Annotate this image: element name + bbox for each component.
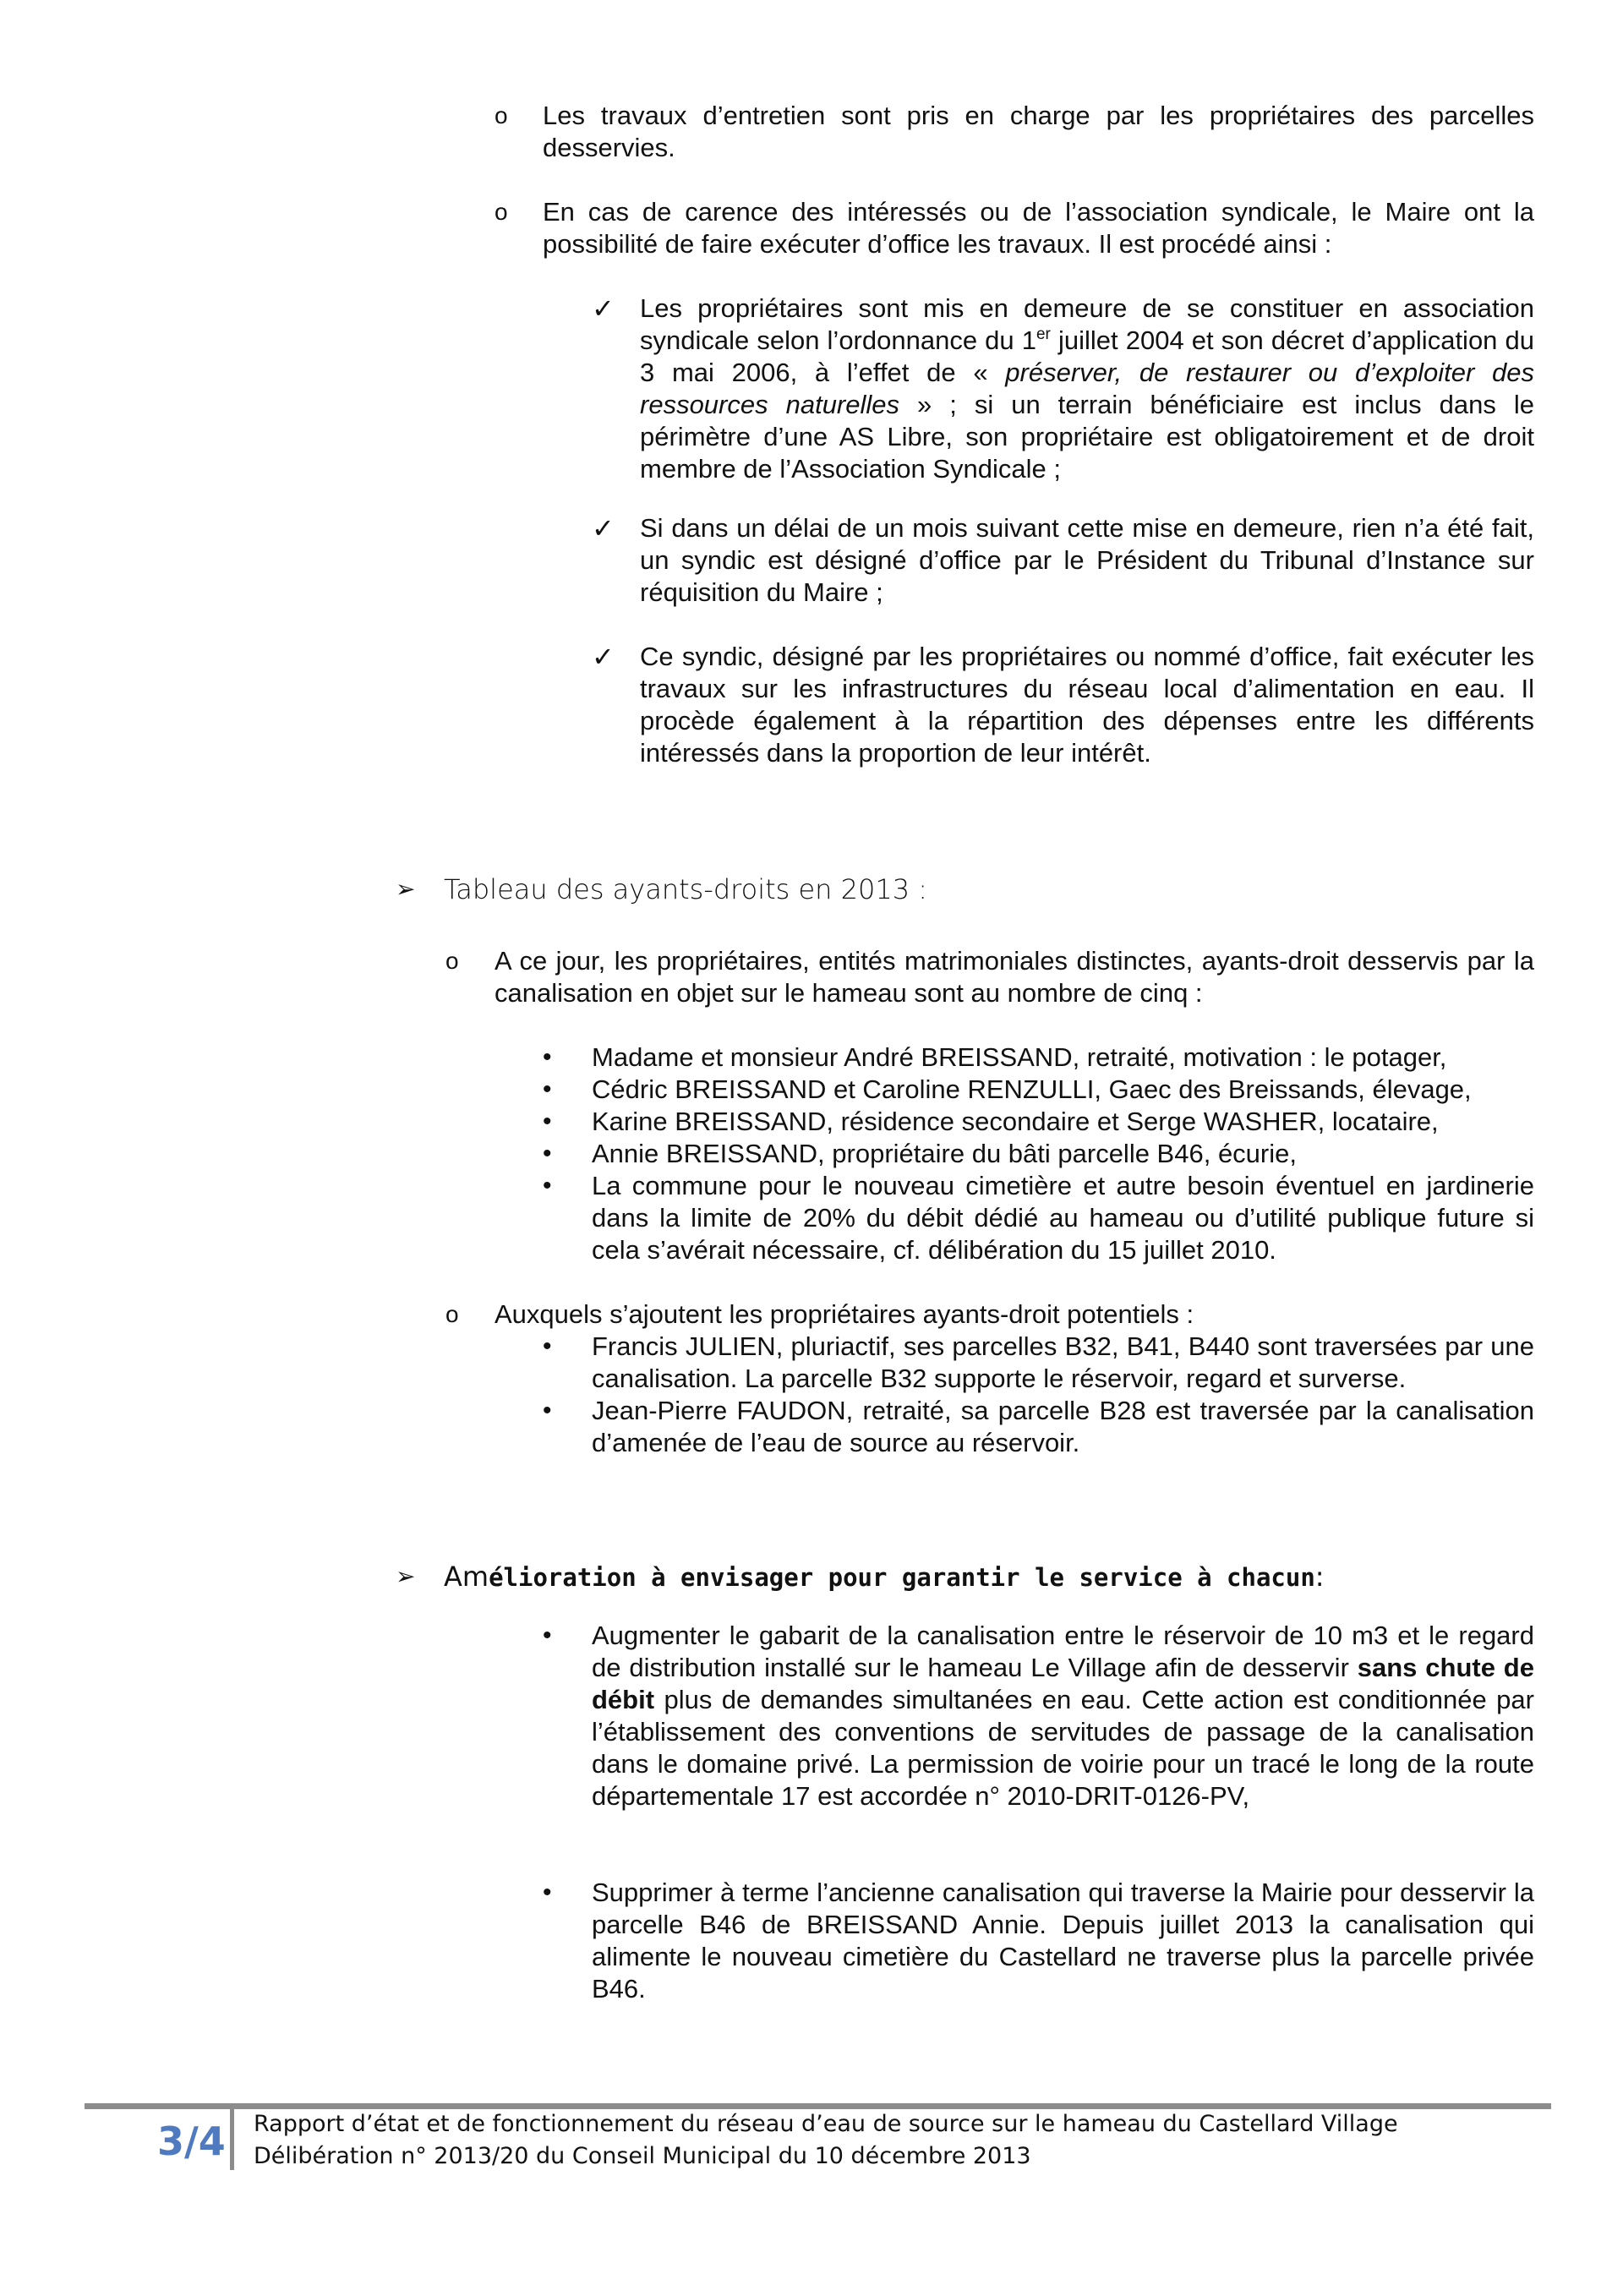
owner-item: Karine BREISSAND, résidence secondaire et Serge WASHER, locataire, xyxy=(592,1107,1439,1136)
potential-owner-item: Francis JULIEN, pluriactif, ses parcelles B32, B41, B440 sont traversées par une canalisation. La parcelle B32 supporte le réservoir, regard et surverse. xyxy=(592,1331,1534,1393)
potential-owner-item: Jean-Pierre FAUDON, retraité, sa parcelle B28 est traversée par la canalisation d’amenée de l’eau de source au réservoir. xyxy=(592,1396,1534,1457)
bullet: • xyxy=(543,1043,552,1071)
checkmark-icon: ✓ xyxy=(592,642,615,672)
paragraph-augmenter-gabarit: Augmenter le gabarit de la canalisation entre le réservoir de 10 m3 et le regard de distribution installé sur le hameau Le Village afin de desservir sans chute de débit plus de demandes simultanées en eau. Cette action est conditionnée par l’établissement des conventions de servitudes de passage de la canalisation dans le domaine privé. La permission de voirie pour un tracé le long de la route départementale 17 est accordée n° 2010-DRIT-0126-PV, xyxy=(592,1621,1534,1811)
owner-item: Cédric BREISSAND et Caroline RENZULLI, Gaec des Breissands, élevage, xyxy=(592,1074,1472,1104)
bullet: • xyxy=(543,1172,552,1200)
arrow-bullet-icon: ➢ xyxy=(396,876,416,902)
bullet: • xyxy=(543,1332,552,1360)
owner-item: Annie BREISSAND, propriétaire du bâti parcelle B46, écurie, xyxy=(592,1139,1297,1168)
page-number: 3/4 xyxy=(157,2118,226,2164)
circle-bullet: o xyxy=(445,948,459,974)
owner-item: La commune pour le nouveau cimetière et autre besoin éventuel en jardinerie dans la limite de 20% du débit dédié au hameau ou d’utilité publique future si cela s’avérait nécessaire, cf. délibération du 15 juillet 2010. xyxy=(592,1171,1534,1265)
bullet: • xyxy=(543,1878,552,1906)
bullet: • xyxy=(543,1621,552,1649)
checkmark-icon: ✓ xyxy=(592,293,615,324)
paragraph-syndic-travaux: Ce syndic, désigné par les propriétaires ou nommé d’office, fait exécuter les travaux sur les infrastructures du réseau local d’alimentation en eau. Il procède également à la répartition des dépenses entre les différents intéressés dans la proportion de leur intérêt. xyxy=(640,642,1534,768)
paragraph-intro-ayants-droit: A ce jour, les propriétaires, entités matrimoniales distinctes, ayants-droit desservis par la canalisation en objet sur le hameau sont au nombre de cinq : xyxy=(495,946,1534,1008)
bullet: • xyxy=(543,1397,552,1424)
paragraph-potential-intro: Auxquels s’ajoutent les propriétaires ayants-droit potentiels : xyxy=(495,1299,1194,1329)
checkmark-icon: ✓ xyxy=(592,513,615,544)
circle-bullet: o xyxy=(495,102,508,128)
circle-bullet: o xyxy=(495,199,508,225)
footer-vertical-divider xyxy=(230,2109,234,2170)
paragraph-syndic-designe: Si dans un délai de un mois suivant cette mise en demeure, rien n’a été fait, un syndic est désigné d’office par le Président du Tribunal d’Instance sur réquisition du Maire ; xyxy=(640,513,1534,607)
paragraph-supprimer-canalisation: Supprimer à terme l’ancienne canalisation qui traverse la Mairie pour desservir la parcelle B46 de BREISSAND Annie. Depuis juillet 2013 la canalisation qui alimente le nouveau cimetière du Castellard ne traverse plus la parcelle privée B46. xyxy=(592,1878,1534,2004)
footer-report-title: Rapport d’état et de fonctionnement du réseau d’eau de source sur le hameau du Castellard Village xyxy=(254,2111,1398,2137)
bullet: • xyxy=(543,1140,552,1167)
bullet: • xyxy=(543,1075,552,1103)
heading-tableau-ayants-droits: Tableau des ayants-droits en 2013 : xyxy=(444,873,928,905)
circle-bullet: o xyxy=(445,1301,459,1327)
arrow-bullet-icon: ➢ xyxy=(396,1563,416,1589)
owner-item: Madame et monsieur André BREISSAND, retraité, motivation : le potager, xyxy=(592,1042,1447,1072)
paragraph-maintenance: Les travaux d’entretien sont pris en charge par les propriétaires des parcelles desservies. xyxy=(543,101,1534,162)
footer-deliberation: Délibération n° 2013/20 du Conseil Municipal du 10 décembre 2013 xyxy=(254,2143,1031,2169)
paragraph-carence: En cas de carence des intéressés ou de l’association syndicale, le Maire ont la possibilité de faire exécuter d’office les travaux. Il est procédé ainsi : xyxy=(543,197,1534,259)
paragraph-mise-en-demeure: Les propriétaires sont mis en demeure de se constituer en association syndicale selon l’ordonnance du 1er juillet 2004 et son décret d’application du 3 mai 2006, à l’effet de « préserver, de restaurer ou d’exploiter des ressources naturelles » ; si un terrain bénéficiaire est inclus dans le périmètre d’une AS Libre, son propriétaire est obligatoirement et de droit membre de l’Association Syndicale ; xyxy=(640,293,1534,484)
footer-divider xyxy=(85,2103,1551,2109)
heading-amelioration: Amélioration à envisager pour garantir le service à chacun: xyxy=(444,1561,1325,1593)
bullet: • xyxy=(543,1107,552,1135)
